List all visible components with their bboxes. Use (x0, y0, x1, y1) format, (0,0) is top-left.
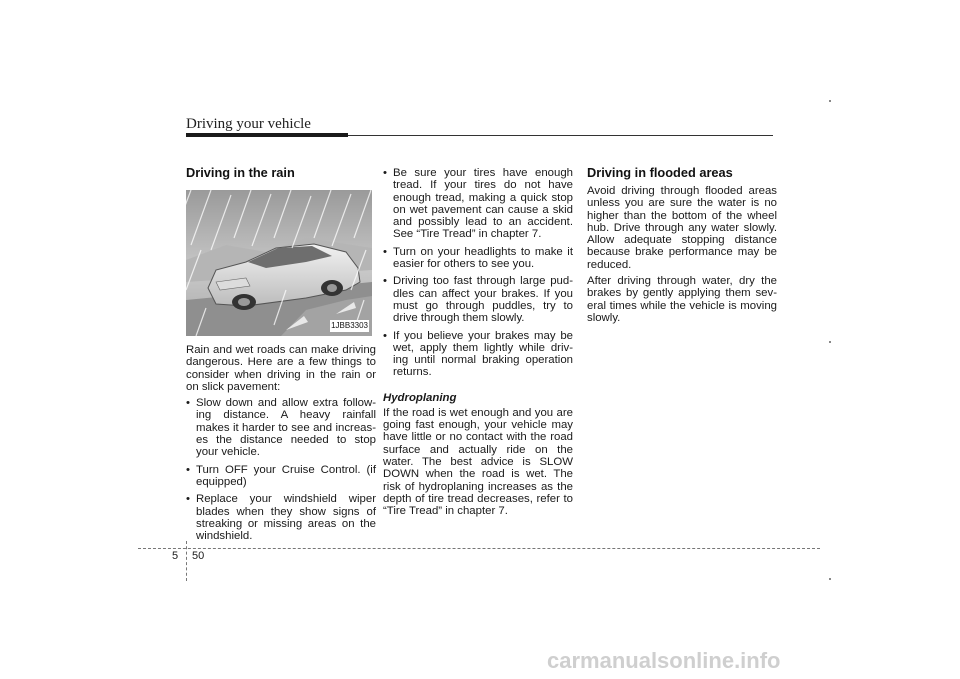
flooded-paragraph-1: Avoid driving through flooded areas unless you are sure the water is no higher than the bottom of the wheel hub. Drive through any water slowly. Allow adequate stopping distance because brake performance may be reduced. (587, 185, 777, 271)
crop-mark (829, 578, 831, 580)
rain-scene-svg (186, 190, 372, 336)
header-rule-thick (186, 133, 348, 137)
figure-label: 1JBB3303 (330, 320, 369, 332)
section-heading-rain: Driving in the rain (186, 165, 295, 180)
hydroplaning-paragraph: If the road is wet enough and you are going fast enough, your vehicle may have little or no contact with the road surface and actually ride on the water. The best advice is SLOW DOWN when the road is wet. The risk of hydroplaning increases as the depth of tire tread decreases, refer to “Tire Tread” in chapter 7. (383, 406, 573, 518)
flooded-paragraph-2: After driving through water, dry the brakes by gently applying them sev-eral times while the vehicle is moving slowly. (587, 275, 777, 324)
footer-rule (138, 548, 820, 549)
list-item: • If you believe your brakes may be wet, apply them lightly while driv-ing until normal braking operation returns. (383, 330, 573, 379)
rain-car-illustration (186, 190, 372, 336)
header-rule-thin (348, 135, 773, 136)
section-heading-flooded: Driving in flooded areas (587, 165, 733, 180)
list-item: • Slow down and allow extra follow-ing distance. A heavy rainfall makes it harder to see and increas-es the distance needed to stop your vehicle. (186, 397, 376, 458)
right-column (587, 165, 777, 328)
list-item: • Turn on your headlights to make it easier for others to see you. (383, 246, 573, 271)
rain-tips-list (186, 397, 376, 542)
rain-tips-list-continued (383, 167, 573, 379)
list-item: • Be sure your tires have enough tread. If your tires do not have enough tread, making a quick stop on wet pavement can cause a skid and possibly lead to an accident. See “Tire Tread” in chapter 7. (383, 167, 573, 241)
page-header-title: Driving your vehicle (186, 116, 311, 132)
crop-mark (829, 100, 831, 102)
list-item: • Replace your windshield wiper blades when they show signs of streaking or missing areas on the windshield. (186, 493, 376, 542)
crop-mark (829, 341, 831, 343)
list-item: • Turn OFF your Cruise Control. (if equipped) (186, 464, 376, 489)
middle-column (383, 167, 573, 521)
footer-vertical-rule (186, 541, 187, 581)
rain-intro-paragraph: Rain and wet roads can make driving dangerous. Here are a few things to consider when driving in the rain or on slick pavement: (186, 344, 376, 393)
chapter-number: 5 (172, 550, 179, 562)
left-column (186, 165, 376, 547)
list-item: • Driving too fast through large pud-dles can affect your brakes. If you must go through puddles, try to drive through them slowly. (383, 275, 573, 324)
watermark-text: carmanualsonline.info (547, 648, 781, 673)
page-number: 50 (192, 550, 205, 562)
hydroplaning-subheading: Hydroplaning (383, 391, 457, 404)
